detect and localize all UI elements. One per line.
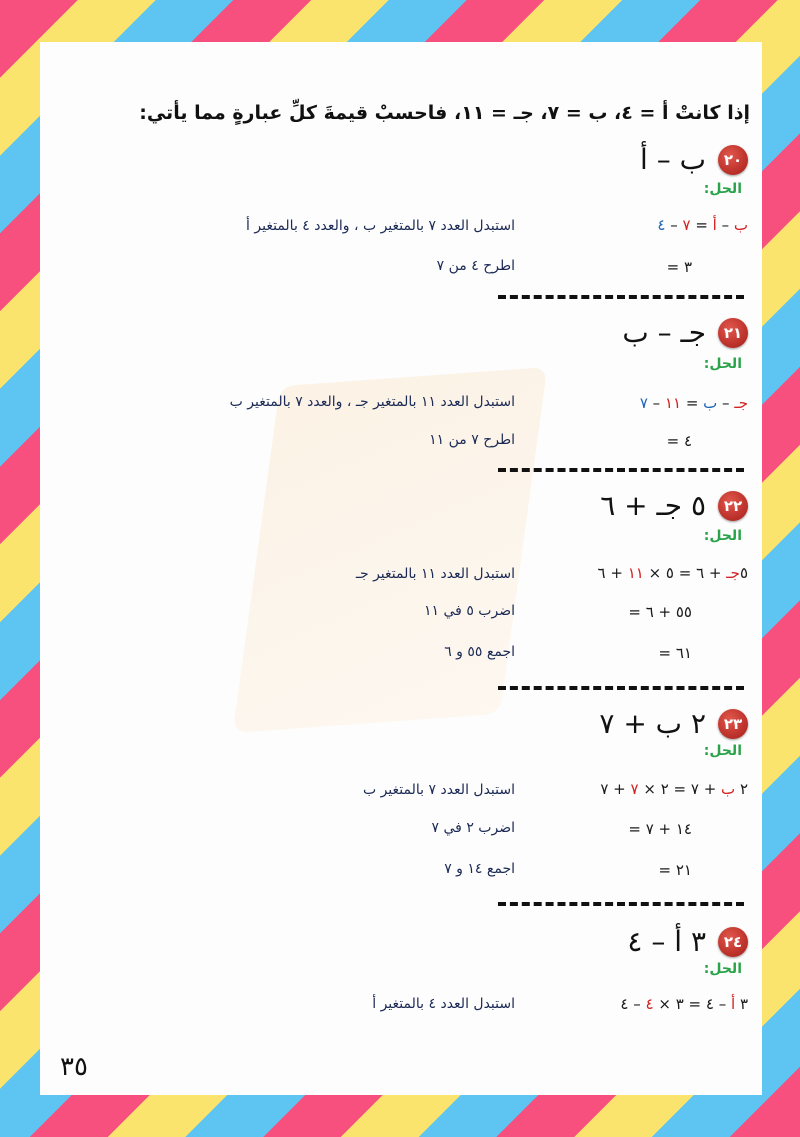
operator: =: [681, 394, 704, 412]
problem-23-header: [599, 707, 748, 740]
operator: =: [690, 216, 713, 234]
problem-23-note-1: استبدل العدد ٧ بالمتغير ب: [362, 782, 515, 798]
operator: – ٤: [620, 995, 646, 1013]
problem-22-note-3: اجمع ٥٥ و ٦: [444, 644, 515, 660]
problem-24-line-1: [620, 995, 748, 1013]
operator: –: [717, 394, 735, 412]
problem-22-solution-label: الحل:: [703, 528, 742, 544]
separator: [498, 468, 744, 472]
intro-text: إذا كانتْ أ = ٤، ب = ٧، جـ = ١١، فاحسبْ قيمةَ كلِّ عبارةٍ مما يأتي:: [139, 102, 750, 124]
operator: –: [647, 394, 665, 412]
problem-23-line-1: [600, 780, 748, 798]
page-number: ٣٥: [60, 1052, 88, 1082]
coefficient: ٢: [735, 780, 748, 798]
variable: أ: [712, 216, 717, 234]
substituted-number: ٤: [657, 216, 666, 234]
problem-21-line-1: [640, 394, 748, 412]
problem-22-line-2: = ٥٥ + ٦: [628, 603, 692, 621]
problem-20-expression: ب – أ: [640, 143, 706, 176]
problem-20-badge: ٢٠: [718, 145, 748, 175]
substituted-number: ٤: [645, 995, 654, 1013]
substituted-number: ١١: [627, 564, 644, 582]
operator: – ٤ = ٣ ×: [653, 995, 731, 1013]
problem-22-line-3: = ٦١: [658, 644, 692, 662]
problem-23-expression: ٢ ب + ٧: [599, 707, 706, 740]
separator: [498, 295, 744, 299]
operator: + ٧ = ٢ ×: [638, 780, 722, 798]
problem-22-header: [600, 489, 748, 522]
book-watermark: [233, 367, 548, 733]
variable: ب: [733, 216, 748, 234]
problem-24-header: [627, 925, 748, 958]
operator: + ٧: [600, 780, 631, 798]
problem-24-badge: ٢٤: [718, 927, 748, 957]
operator: + ٦: [597, 564, 628, 582]
problem-20-line-1: [657, 216, 748, 234]
variable: ب: [703, 394, 718, 412]
problem-21-solution-label: الحل:: [703, 356, 742, 372]
problem-22-badge: ٢٢: [718, 491, 748, 521]
problem-21-note-1: استبدل العدد ١١ بالمتغير جـ ، والعدد ٧ بالمتغير ب: [229, 394, 515, 410]
problem-21-line-2: = ٤: [666, 432, 692, 450]
separator: [498, 902, 744, 906]
variable: جـ: [734, 394, 748, 412]
problem-22-note-2: اضرب ٥ في ١١: [424, 603, 515, 619]
substituted-number: ٧: [630, 780, 639, 798]
problem-23-note-3: اجمع ١٤ و ٧: [444, 861, 515, 877]
problem-21-expression: جـ – ب: [622, 316, 706, 349]
problem-21-note-2: اطرح ٧ من ١١: [429, 432, 515, 448]
coefficient: ٥: [739, 564, 748, 582]
problem-23-line-2: = ١٤ + ٧: [628, 820, 692, 838]
problem-23-solution-label: الحل:: [703, 743, 742, 759]
substituted-number: ١١: [664, 394, 682, 412]
problem-20-header: [640, 143, 748, 176]
operator: –: [665, 216, 683, 234]
problem-21-badge: ٢١: [718, 318, 748, 348]
variable: أ: [730, 995, 736, 1013]
problem-20-solution-label: الحل:: [703, 181, 742, 197]
problem-20-note-1: استبدل العدد ٧ بالمتغير ب ، والعدد ٤ بالمتغير أ: [246, 218, 515, 234]
problem-22-expression: ٥ جـ + ٦: [600, 489, 706, 522]
coefficient: ٣: [735, 995, 748, 1013]
problem-24-expression: ٣ أ – ٤: [627, 925, 706, 958]
problem-24-note-1: استبدل العدد ٤ بالمتغير أ: [372, 996, 515, 1012]
operator: + ٦ = ٥ ×: [643, 564, 727, 582]
problem-22-note-1: استبدل العدد ١١ بالمتغير جـ: [355, 566, 515, 582]
separator: [498, 686, 744, 690]
problem-21-header: [622, 316, 748, 349]
substituted-number: ٧: [682, 216, 691, 234]
variable: ب: [721, 780, 736, 798]
operator: –: [716, 216, 734, 234]
problem-20-line-2: = ٣: [666, 258, 692, 276]
problem-20-note-2: اطرح ٤ من ٧: [436, 258, 515, 274]
problem-23-note-2: اضرب ٢ في ٧: [431, 820, 515, 836]
problem-24-solution-label: الحل:: [703, 961, 742, 977]
substituted-number: ٧: [639, 394, 648, 412]
variable: جـ: [726, 564, 740, 582]
problem-23-line-3: = ٢١: [658, 861, 692, 879]
problem-23-badge: ٢٣: [718, 709, 748, 739]
problem-22-line-1: [598, 564, 748, 582]
